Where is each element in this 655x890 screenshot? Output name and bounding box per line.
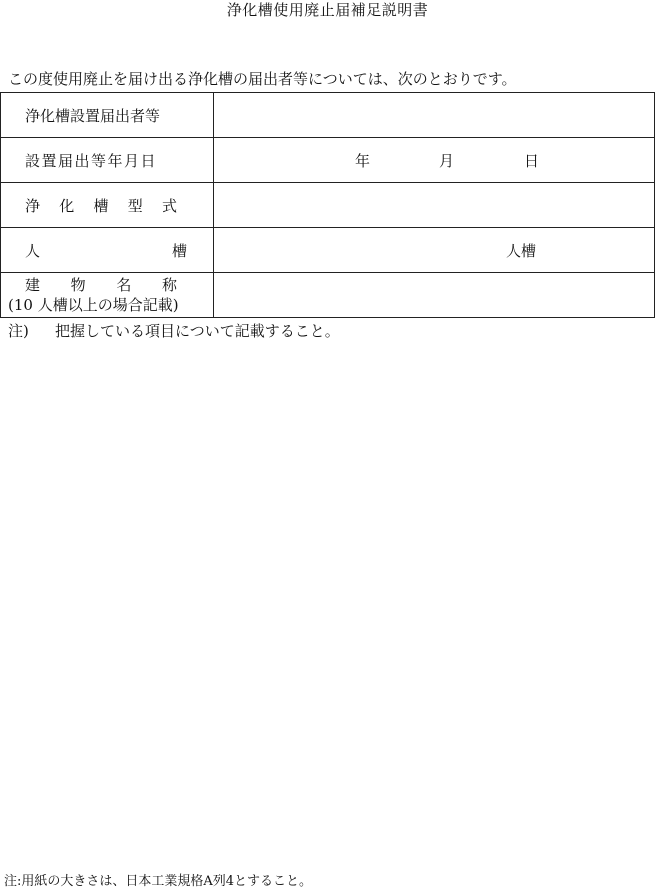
notifier-label: 浄化槽設置届出者等 xyxy=(25,106,161,125)
month-unit: 月 xyxy=(439,152,455,170)
capacity-label-char: 槽 xyxy=(171,241,187,260)
label-cell-model xyxy=(1,183,214,228)
building-label-sub: (10 人槽以上の場合記載) xyxy=(8,296,179,314)
building-label-char: 物 xyxy=(70,276,86,294)
capacity-label xyxy=(25,240,187,261)
table-row-date xyxy=(1,138,655,183)
table-note-text: 把握している項目について記載すること。 xyxy=(55,322,340,340)
day-unit: 日 xyxy=(524,152,540,170)
capacity-unit: 人槽 xyxy=(505,242,536,260)
date-value-field[interactable] xyxy=(214,138,655,183)
date-label: 設置届出等年月日 xyxy=(25,151,158,170)
table-note-mark: 注) xyxy=(8,322,29,340)
label-cell-building xyxy=(1,273,214,318)
model-label-char: 式 xyxy=(161,196,177,215)
label-cell-date xyxy=(1,138,214,183)
model-label-char: 浄 xyxy=(25,196,41,215)
notifier-value-field[interactable] xyxy=(214,93,655,138)
model-label-char: 槽 xyxy=(93,196,109,215)
intro-text: この度使用廃止を届け出る浄化槽の届出者等については、次のとおりです。 xyxy=(8,70,517,88)
building-label-char: 称 xyxy=(161,276,177,294)
model-label xyxy=(25,195,177,216)
building-label-char: 名 xyxy=(116,276,132,294)
building-label xyxy=(1,275,213,315)
paper-size-note: 注:用紙の大きさは、日本工業規格A列4とすること。 xyxy=(4,874,313,889)
table-note xyxy=(8,321,340,341)
building-label-char: 建 xyxy=(25,276,41,294)
model-value-field[interactable] xyxy=(214,183,655,228)
building-label-main xyxy=(25,275,177,295)
table-row-notifier xyxy=(1,93,655,138)
label-cell-capacity xyxy=(1,228,214,273)
model-label-char: 化 xyxy=(59,196,75,215)
model-label-char: 型 xyxy=(127,196,143,215)
year-unit: 年 xyxy=(355,152,371,170)
notification-form-table xyxy=(0,92,655,318)
capacity-label-char: 人 xyxy=(25,241,41,260)
table-row-model xyxy=(1,183,655,228)
capacity-value-field[interactable] xyxy=(214,228,655,273)
table-row-capacity xyxy=(1,228,655,273)
document-title: 浄化槽使用廃止届補足説明書 xyxy=(226,1,429,19)
label-cell-notifier xyxy=(1,93,214,138)
table-row-building xyxy=(1,273,655,318)
building-value-field[interactable] xyxy=(214,273,655,318)
